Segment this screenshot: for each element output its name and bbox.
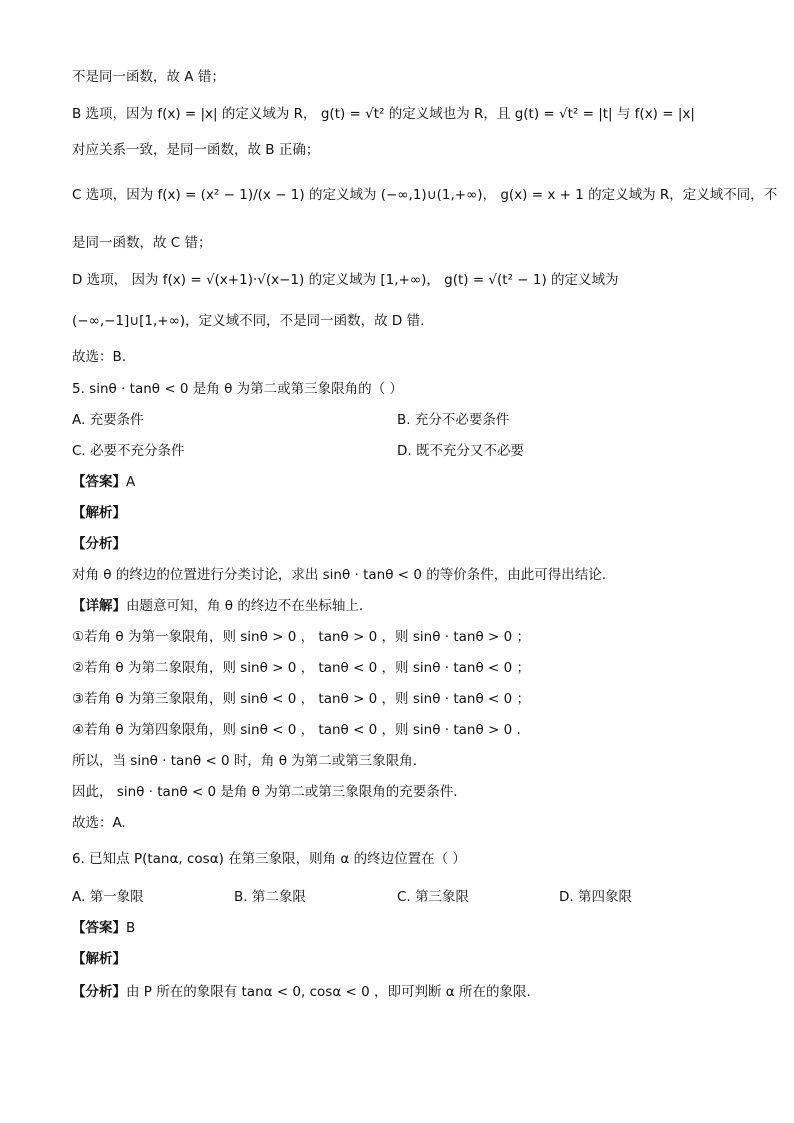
text-line: 故选：B. bbox=[72, 349, 127, 365]
q5-analysis: 对角 θ 的终边的位置进行分类讨论，求出 sinθ · tanθ < 0 的等价条件，由此可得出结论. bbox=[72, 567, 607, 583]
q5-detail bbox=[72, 597, 363, 615]
answer-tag: 【答案】 bbox=[72, 920, 126, 936]
q5-option-c: C. 必要不充分条件 bbox=[72, 443, 185, 459]
q5-conclusion-2: 因此， sinθ · tanθ < 0 是角 θ 为第二或第三象限角的充要条件. bbox=[72, 784, 458, 800]
q6-analysis bbox=[72, 983, 531, 1001]
answer-tag: 【答案】 bbox=[72, 474, 126, 490]
q5-option-d: D. 既不充分又不必要 bbox=[397, 443, 524, 459]
detail-text: 由题意可知，角 θ 的终边不在坐标轴上. bbox=[126, 598, 364, 614]
text-line: (−∞,−1]∪[1,+∞)，定义域不同，不是同一函数，故 D 错. bbox=[72, 313, 425, 329]
q5-option-a: A. 充要条件 bbox=[72, 412, 144, 428]
answer-value: B bbox=[126, 920, 136, 936]
analysis-tag: 【分析】 bbox=[72, 984, 126, 1000]
answer-value: A bbox=[126, 474, 136, 490]
text-line: 不是同一函数，故 A 错； bbox=[72, 69, 225, 85]
q6-answer bbox=[72, 919, 135, 937]
q5-case-4: ④若角 θ 为第四象限角，则 sinθ < 0 ， tanθ < 0 ，则 sinθ · tanθ > 0 . bbox=[72, 722, 521, 738]
text-line: D 选项， 因为 f(x) = √(x+1)·√(x−1) 的定义域为 [1,+∞)， g(t) = √(t² − 1) 的定义域为 bbox=[72, 272, 619, 288]
q5-parse-tag: 【解析】 bbox=[72, 505, 126, 521]
analysis-text: 由 P 所在的象限有 tanα < 0, cosα < 0 ，即可判断 α 所在的象限. bbox=[126, 984, 531, 1000]
q5-conclusion-1: 所以，当 sinθ · tanθ < 0 时，角 θ 为第二或第三象限角. bbox=[72, 753, 418, 769]
q6-option-a: A. 第一象限 bbox=[72, 889, 144, 905]
q5-case-3: ③若角 θ 为第三象限角，则 sinθ < 0 ， tanθ > 0 ，则 sinθ · tanθ < 0 ； bbox=[72, 691, 530, 707]
q6-parse-tag: 【解析】 bbox=[72, 951, 126, 967]
q5-option-b: B. 充分不必要条件 bbox=[397, 412, 510, 428]
text-line: B 选项，因为 f(x) = |x| 的定义域为 R， g(t) = √t² 的定义域也为 R，且 g(t) = √t² = |t| 与 f(x) = |x| bbox=[72, 106, 695, 122]
q5-answer bbox=[72, 473, 135, 491]
question-5-stem: 5. sinθ · tanθ < 0 是角 θ 为第二或第三象限角的（ ） bbox=[72, 381, 403, 397]
detail-tag: 【详解】 bbox=[72, 598, 126, 614]
text-line: 对应关系一致，是同一函数，故 B 正确； bbox=[72, 142, 320, 158]
q6-option-b: B. 第二象限 bbox=[234, 889, 306, 905]
q5-case-1: ①若角 θ 为第一象限角，则 sinθ > 0 ， tanθ > 0 ，则 sinθ · tanθ > 0 ； bbox=[72, 629, 530, 645]
q6-option-c: C. 第三象限 bbox=[397, 889, 470, 905]
text-line: 是同一函数，故 C 错； bbox=[72, 235, 212, 251]
q6-option-d: D. 第四象限 bbox=[559, 889, 632, 905]
q5-choice: 故选：A. bbox=[72, 815, 126, 831]
question-6-stem: 6. 已知点 P(tanα, cosα) 在第三象限，则角 α 的终边位置在（ ） bbox=[72, 851, 466, 867]
text-line: C 选项，因为 f(x) = (x² − 1)/(x − 1) 的定义域为 (−∞,1)∪(1,+∞)， g(x) = x + 1 的定义域为 R，定义域不同，不 bbox=[72, 187, 778, 203]
q5-case-2: ②若角 θ 为第二象限角，则 sinθ > 0 ， tanθ < 0 ，则 sinθ · tanθ < 0 ； bbox=[72, 660, 530, 676]
q5-analysis-tag: 【分析】 bbox=[72, 536, 126, 552]
